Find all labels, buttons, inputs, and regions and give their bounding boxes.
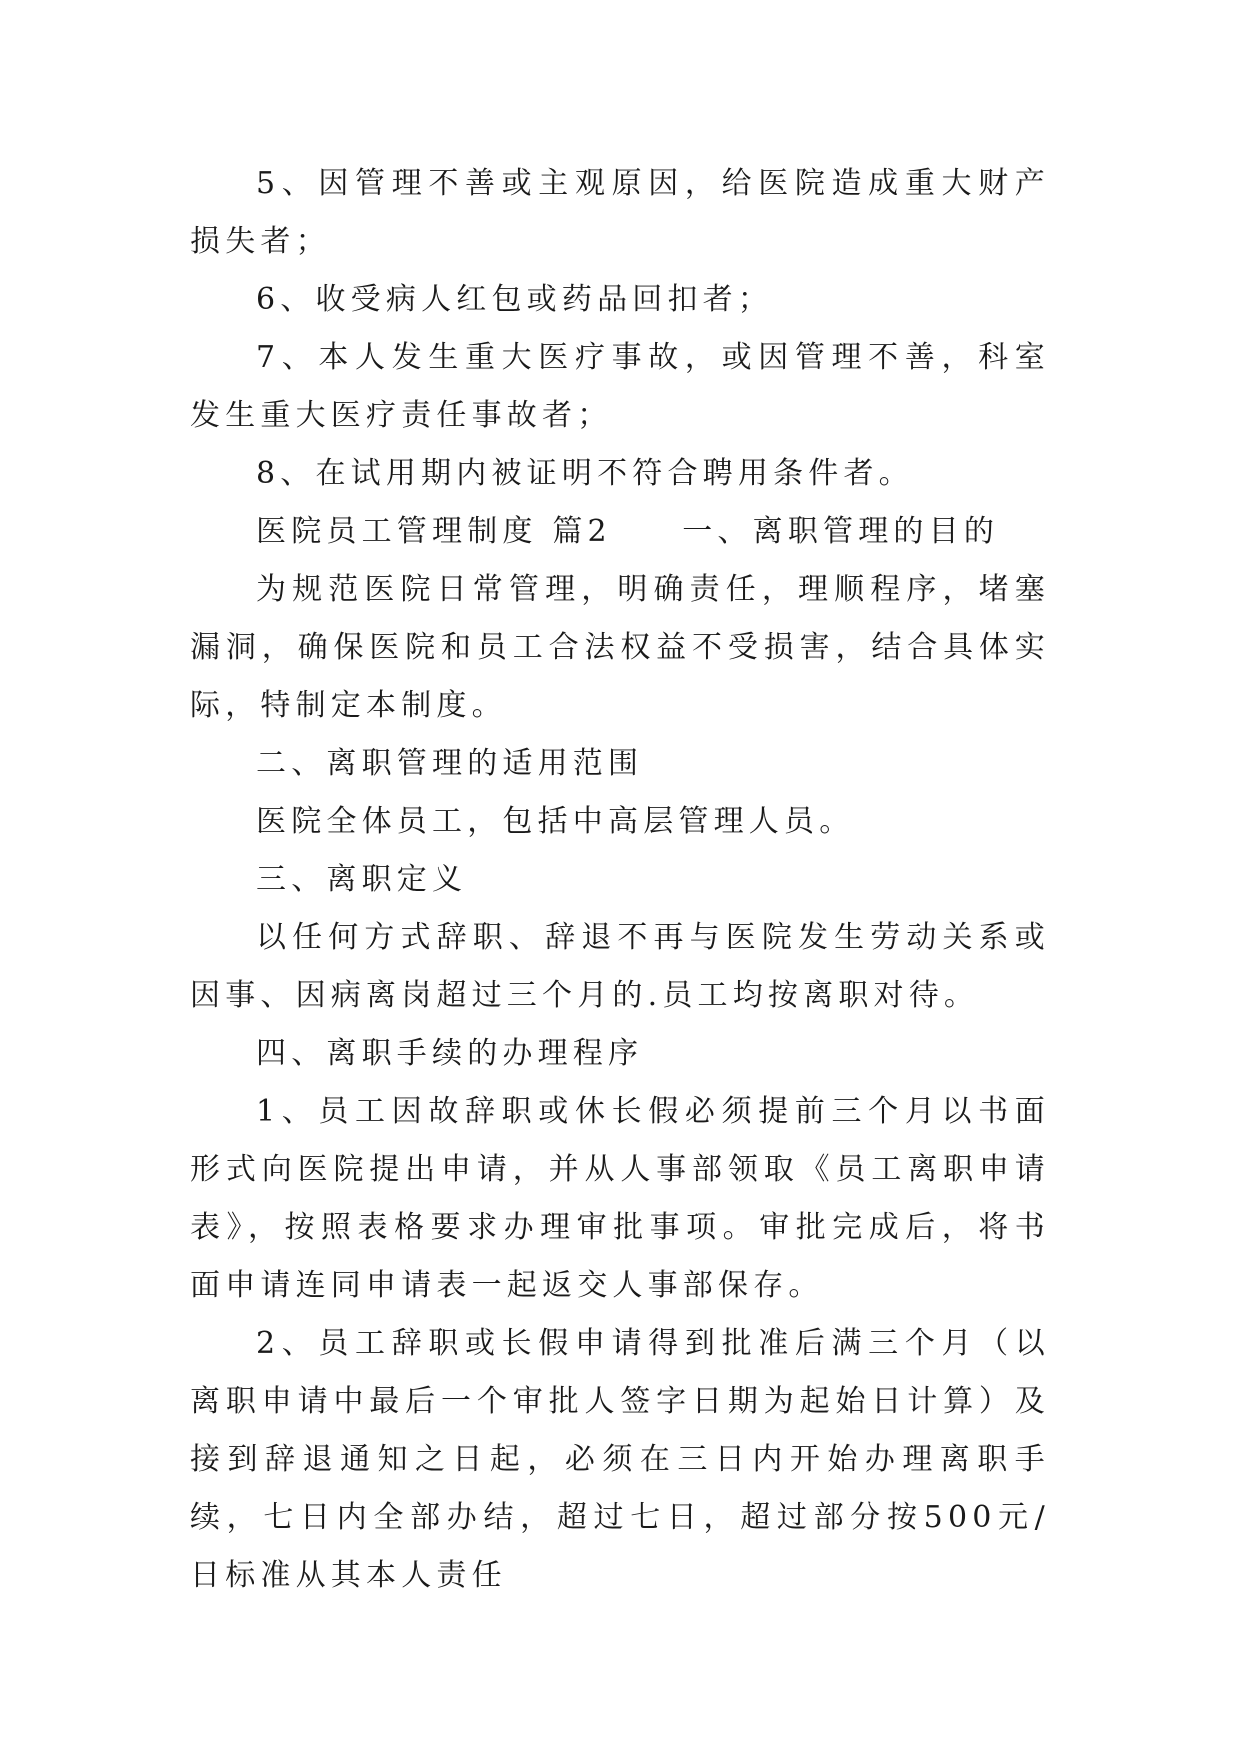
- paragraph-definition: 以任何方式辞职、辞退不再与医院发生劳动关系或因事、因病离岗超过三个月的.员工均按离职对待。: [190, 920, 1050, 1013]
- paragraph-scope: 医院全体员工，包括中高层管理人员。: [256, 804, 855, 839]
- section-heading-definition: 三、离职定义: [256, 862, 468, 897]
- paragraph-purpose: 为规范医院日常管理，明确责任，理顺程序，堵塞漏洞，确保医院和员工合法权益不受损害，结合具体实际，特制定本制度。: [190, 572, 1050, 723]
- paragraph-item-8: 8、在试用期内被证明不符合聘用条件者。: [256, 456, 914, 491]
- paragraph-procedure-2: 2、员工辞职或长假申请得到批准后满三个月（以离职申请中最后一个审批人签字日期为起始日计算）及接到辞退通知之日起，必须在三日内开始办理离职手续，七日内全部办结，超过七日，超过部分按500元/日标准从其本人责任: [190, 1326, 1050, 1593]
- document-body: [190, 155, 1050, 1605]
- paragraph-item-6: 6、收受病人红包或药品回扣者；: [256, 282, 774, 317]
- paragraph-procedure-1: 1、员工因故辞职或休长假必须提前三个月以书面形式向医院提出申请，并从人事部领取《员工离职申请表》，按照表格要求办理审批事项。审批完成后，将书面申请连同申请表一起返交人事部保存。: [190, 1094, 1050, 1303]
- section-heading-scope: 二、离职管理的适用范围: [256, 746, 644, 781]
- paragraph-item-5: 5、因管理不善或主观原因，给医院造成重大财产损失者；: [190, 166, 1050, 259]
- section-heading-procedure: 四、离职手续的办理程序: [256, 1036, 644, 1071]
- paragraph-item-7: 7、本人发生重大医疗事故，或因管理不善，科室发生重大医疗责任事故者；: [190, 340, 1050, 433]
- section-heading-part2: 医院员工管理制度 篇2 一、离职管理的目的: [256, 514, 1000, 549]
